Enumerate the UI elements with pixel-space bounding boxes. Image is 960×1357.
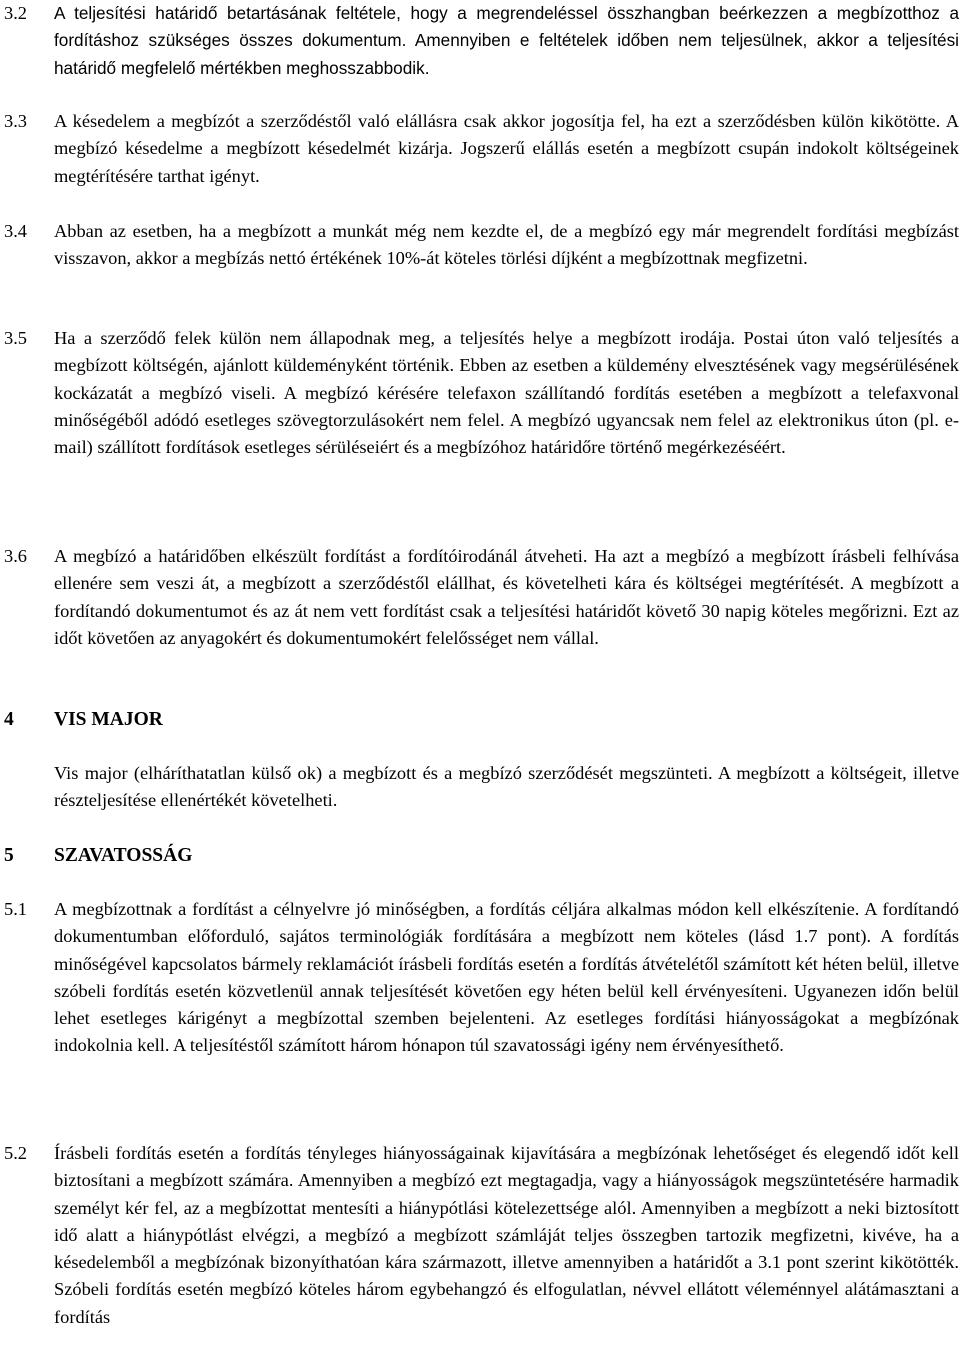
clause-text: A megbízó a határidőben elkészült fordítást a fordítóirodánál átveheti. Ha azt a megbízó a megbízott írásbeli felhívása ellenére sem veszi át, a megbízott a szerződéstől elállhat, és követelheti kára és költségei megtérítését. A megbízott a fordítandó dokumentumot és az át nem vett fordítást csak a teljesítési határidőt követő 30 napig köteles megőrizni. Ezt az időt követően az anyagokért és dokumentumokért felelősséget nem vállal. (54, 546, 959, 648)
section-title: SZAVATOSSÁG (54, 845, 193, 866)
clause-text: A teljesítési határidő betartásának feltétele, hogy a megrendeléssel összhangban beérkezzen a megbízotthoz a fordításhoz szükséges összes dokumentum. Amennyiben e feltételek időben nem teljesülnek, akkor a teljesítési határidő megfelelő mértékben meghosszabbodik. (54, 3, 959, 78)
clause-number: 3.2 (4, 3, 27, 23)
clause-text: Abban az esetben, ha a megbízott a munkát még nem kezdte el, de a megbízó egy már megrendelt fordítási megbízást visszavon, akkor a megbízás nettó értékének 10%-át köteles törlési díjként a megbízottnak megfizetni. (54, 221, 959, 269)
clause-number: 5.2 (4, 1143, 27, 1163)
clause-text: A megbízottnak a fordítást a célnyelvre jó minőségben, a fordítás céljára alkalmas módon kell elkészítenie. A fordítandó dokumentumban előforduló, sajátos terminológiák fordítására a megbízott nem köteles (lásd 1.7 pont). A fordítás minőségével kapcsolatos bármely reklamációt írásbeli fordítás esetén a fordítás átvételétől számított két héten belül, illetve szóbeli fordítás esetén közvetlenül annak teljesítését követően egy héten belül kell érvényesíteni. Ugyanezen időn belül lehet esetleges kárigényt a megbízottal szemben bejelenteni. Az esetleges fordítási hiányosságokat a megbízónak indokolnia kell. A teljesítéstől számított három hónapon túl szavatossági igény nem érvényesíthető. (54, 899, 959, 1056)
clause-number: 3.4 (4, 221, 27, 241)
clause-text: Ha a szerződő felek külön nem állapodnak meg, a teljesítés helye a megbízott irodája. Postai úton való teljesítés a megbízott költségén, ajánlott küldeményként történik. Ebben az esetben a küldemény elvesztésének vagy megsérülésének kockázatát a megbízó viseli. A megbízó kérésére telefaxon szállítandó fordítás esetében a megbízott a telefaxvonal minőségéből adódó esetleges szövegtorzulásokért nem felel. A megbízó ugyancsak nem felel az elektronikus úton (pl. e-mail) szállított fordítások esetleges sérüléseiért és a megbízóhoz határidőre történő megérkezéséért. (54, 328, 959, 458)
clause-text: A késedelem a megbízót a szerződéstől való elállásra csak akkor jogosítja fel, ha ezt a szerződésben külön kikötötte. A megbízó késedelme a megbízott késedelmét kizárja. Jogszerű elállás esetén a megbízott csupán indokolt költségeinek megtérítésére tarthat igényt. (54, 111, 959, 186)
clause-number: 5.1 (4, 899, 27, 919)
clause-number: 3.6 (4, 546, 27, 566)
clause-text: Írásbeli fordítás esetén a fordítás tényleges hiányosságainak kijavítására a megbízónak lehetőséget és elegendő időt kell biztosítani a megbízott számára. Amennyiben a megbízó ezt megtagadja, vagy a hiányosságok megszüntetésére harmadik személyt kér fel, az a megbízottat mentesíti a hiánypótlási kötelezettsége alól. Amennyiben a megbízott a neki biztosított idő alatt a hiánypótlást elvégzi, a megbízó a megbízott számláját teljes összegben tartozik megfizetni, kivéve, ha a késedelemből a megbízónak bizonyíthatóan kára származott, illetve amennyiben a határidőt a 3.1 pont szerint kikötötték. Szóbeli fordítás esetén megbízó köteles három egybehangzó és elfogulatlan, névvel ellátott véleménnyel alátámasztani a fordítás (54, 1143, 959, 1327)
clause-number: 3.3 (4, 111, 27, 131)
section-number: 5 (4, 845, 14, 866)
section-text: Vis major (elháríthatatlan külső ok) a megbízott és a megbízó szerződését megszünteti. A megbízott a költségeit, illetve részteljesítése ellenértékét követelheti. (54, 763, 959, 811)
section-number: 4 (4, 709, 14, 730)
clause-number: 3.5 (4, 328, 27, 348)
section-title: VIS MAJOR (54, 709, 163, 730)
